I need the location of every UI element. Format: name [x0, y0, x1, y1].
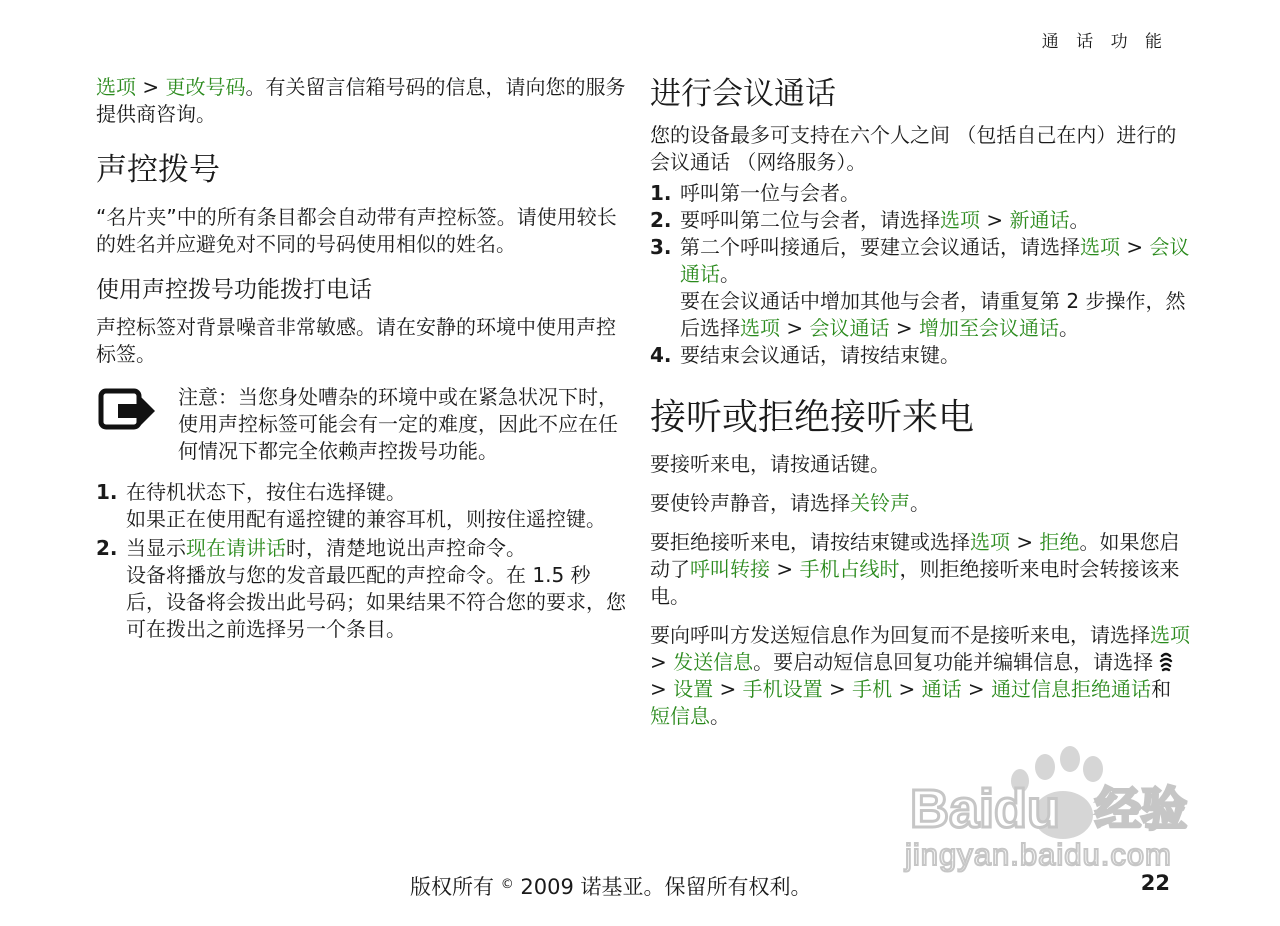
step-number: 2.	[650, 208, 672, 232]
menu-link-add-to-conference[interactable]: 增加至会议通话	[918, 316, 1059, 340]
step-text: 在待机状态下，按住右选择键。	[126, 480, 406, 504]
copyright-footer	[410, 871, 811, 901]
menu-link-phone[interactable]: 手机	[852, 677, 893, 701]
menu-link-reject-with-message[interactable]: 通过信息拒绝通话	[991, 677, 1152, 701]
step-number: 1.	[96, 480, 118, 504]
step-text-post: 。	[1069, 208, 1090, 232]
menu-separator: >	[136, 75, 166, 99]
step-text-pre: 第二个呼叫接通后，要建立会议通话，请选择	[680, 235, 1080, 259]
menu-link-send-message[interactable]: 发送信息	[673, 650, 754, 674]
sms-text-post: 。	[710, 704, 730, 728]
baidu-jingyan-watermark	[895, 745, 1215, 875]
menu-separator: >	[961, 677, 992, 701]
menu-separator: >	[1010, 530, 1040, 554]
left-column	[96, 74, 626, 643]
menu-link-settings[interactable]: 设置	[673, 677, 714, 701]
sms-text-mid: 。要启动短信息回复功能并编辑信息，请选择	[753, 650, 1160, 674]
menu-link-phone-settings[interactable]: 手机设置	[742, 677, 823, 701]
menu-link-reject[interactable]: 拒绝	[1039, 530, 1080, 554]
menu-link-speak-now[interactable]: 现在请讲话	[186, 536, 286, 560]
section-title-answer-reject: 接听或拒绝接听来电	[650, 397, 975, 438]
step-text-post: 。	[720, 262, 740, 286]
step-text	[680, 207, 1190, 234]
menu-link-options[interactable]: 选项	[740, 316, 780, 340]
mute-text-post: 。	[910, 491, 930, 515]
step-text-post: 时，清楚地说出声控命令。	[286, 536, 526, 560]
step-detail-pre: 要在会议通话中增加其他与会者，请重复第 2 步操作，然后选择	[680, 289, 1186, 340]
section-title-conference: 进行会议通话	[650, 76, 836, 112]
step-detail: 如果正在使用配有遥控键的兼容耳机，则按住遥控键。	[126, 507, 606, 531]
watermark-brand: Baidu	[910, 779, 1061, 839]
mute-paragraph	[650, 490, 1190, 517]
step-text: 要结束会议通话，请按结束键。	[680, 343, 960, 367]
conference-paragraph: 您的设备最多可支持在六个人之间 （包括自己在内）进行的会议通话 （网络服务）。	[650, 123, 1177, 174]
reject-paragraph	[650, 529, 1190, 610]
watermark-suffix: 经验	[1095, 782, 1187, 836]
menu-link-new-call[interactable]: 新通话	[1009, 208, 1070, 232]
answer-paragraph: 要接听来电，请按通话键。	[650, 452, 890, 476]
menu-link-options[interactable]: 选项	[1080, 235, 1120, 259]
menu-link-options[interactable]: 选项	[96, 75, 136, 99]
step-detail	[680, 288, 1190, 342]
menu-separator: >	[770, 557, 800, 581]
conference-steps-list	[650, 180, 1190, 369]
right-column	[650, 74, 1190, 730]
step-number: 4.	[650, 343, 672, 367]
menu-link-options[interactable]: 选项	[970, 530, 1010, 554]
list-item	[96, 535, 626, 643]
menu-link-options[interactable]: 选项	[940, 208, 980, 232]
reject-text-pre: 要拒绝接听来电，请按结束键或选择	[650, 530, 970, 554]
reject-text-mid: 。如果您启动了	[650, 530, 1180, 581]
note-box	[96, 384, 626, 465]
mute-text-pre: 要使铃声静音，请选择	[650, 491, 850, 515]
menu-separator: >	[822, 677, 853, 701]
copyright-text-pre: 版权所有	[410, 875, 501, 899]
sms-text-and: 和	[1151, 677, 1172, 701]
copyright-text-post: 2009 诺基亚。保留所有权利。	[513, 875, 812, 899]
menu-link-change-number[interactable]: 更改号码	[165, 75, 246, 99]
voice-steps-list	[96, 479, 626, 643]
intro-text: 。有关留言信箱号码的信息，请向您的服务提供商咨询。	[96, 75, 626, 126]
list-item	[650, 207, 1190, 234]
menu-link-call-divert[interactable]: 呼叫转接	[690, 557, 770, 581]
watermark-url: jingyan.baidu.com	[905, 837, 1172, 872]
intro-paragraph	[96, 74, 626, 128]
menu-link-options[interactable]: 选项	[1150, 623, 1190, 647]
step-text: 呼叫第一位与会者。	[680, 181, 860, 205]
subsection-title: 使用声控拨号功能拨打电话	[96, 277, 372, 303]
step-text	[680, 234, 1190, 288]
menu-link-conference[interactable]: 会议通话	[809, 316, 890, 340]
running-head: 通 话 功 能	[1041, 32, 1168, 52]
list-item	[650, 234, 1190, 342]
step-text-pre: 当显示	[126, 536, 186, 560]
note-label: 注意：	[178, 385, 238, 409]
menu-separator: >	[892, 677, 922, 701]
menu-key-icon	[1159, 652, 1173, 672]
step-detail-post: 。	[1058, 316, 1079, 340]
section-title-voice-dialing: 声控拨号	[96, 152, 220, 188]
page-number: 22	[1140, 871, 1170, 895]
menu-link-silence[interactable]: 关铃声	[850, 491, 910, 515]
list-item	[96, 479, 626, 533]
menu-link-call[interactable]: 通话	[921, 677, 962, 701]
sms-reply-paragraph	[650, 622, 1190, 730]
sms-text-pre: 要向呼叫方发送短信息作为回复而不是接听来电，请选择	[650, 623, 1150, 647]
sub-paragraph: 声控标签对背景噪音非常敏感。请在安静的环境中使用声控标签。	[96, 315, 616, 366]
menu-link-message-text[interactable]: 短信息	[650, 704, 710, 728]
list-item	[650, 342, 1190, 369]
step-number: 1.	[650, 181, 672, 205]
voice-paragraph: “名片夹”中的所有条目都会自动带有声控标签。请使用较长的姓名并应避免对不同的号码使用相似的姓名。	[96, 205, 617, 256]
step-number: 3.	[650, 235, 672, 259]
menu-separator: >	[650, 650, 674, 674]
note-arrow-icon	[98, 388, 156, 434]
menu-link-if-busy[interactable]: 手机占线时	[799, 557, 900, 581]
menu-separator: >	[713, 677, 743, 701]
step-detail: 设备将播放与您的发音最匹配的声控命令。在 1.5 秒后，设备将会拨出此号码；如果结果不符合您的要求，您可在拨出之前选择另一个条目。	[126, 563, 626, 641]
menu-separator: >	[980, 208, 1010, 232]
copyright-symbol: ©	[500, 877, 514, 892]
menu-separator: >	[1120, 235, 1150, 259]
menu-link-conference[interactable]: 会议通话	[680, 235, 1190, 286]
step-text-pre: 要呼叫第二位与会者，请选择	[680, 208, 940, 232]
menu-separator: >	[780, 316, 810, 340]
step-text	[126, 535, 626, 562]
menu-separator: >	[889, 316, 919, 340]
note-paragraph	[178, 384, 626, 465]
note-text: 当您身处嘈杂的环境中或在紧急状况下时，使用声控标签可能会有一定的难度，因此不应在任何情况下都完全依赖声控拨号功能。	[178, 385, 618, 463]
step-number: 2.	[96, 536, 118, 560]
list-item	[650, 180, 1190, 207]
menu-separator: >	[650, 677, 674, 701]
reject-text-post: ，则拒绝接听来电时会转接该来电。	[650, 557, 1180, 608]
